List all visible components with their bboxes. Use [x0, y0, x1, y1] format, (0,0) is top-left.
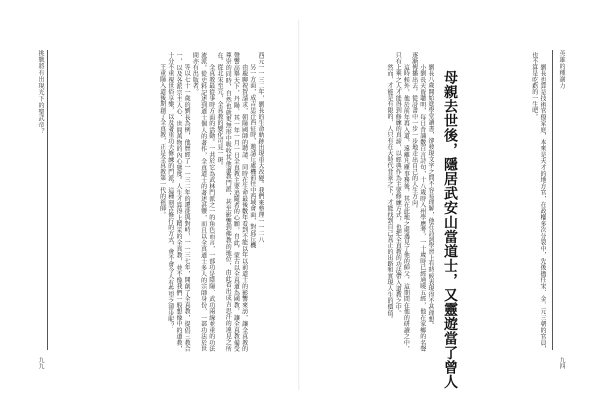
paragraph: 王重陽入道後期創了全真教，正是全真教第一代的祖師。	[158, 64, 166, 218]
paragraph: 劉長也算是技術官僚家庭，本來是天才的地方官，在政權多次分裂中，先後擔任宋、金、元三朝的官員，也不算是吃虧的一生吧。	[530, 52, 546, 352]
left-head-rule	[47, 50, 48, 350]
left-page	[30, 0, 276, 409]
paragraph: 另一方面，成吉思汗西征時，邀請丘處機前往中西域會面，對邱丘機	[248, 64, 256, 249]
paragraph: 等以七十一歲的劉長為例，他歷經了一一三二年的遷徙與對峙，一一三七年，開創了全真教，提倡三教合一，以及各派宗主人心、世間萬物的內心態度。人生才算得上精采的全真教，並不像我們一般想像中的道教，十分不重視世俗享樂，以及著重功夫修練的門派。這種刻苦修行的方式，會不會令人有些望之卻步呢？	[166, 52, 191, 352]
right-folio: 九四	[558, 357, 565, 369]
right-page	[324, 0, 570, 409]
right-head-rule	[552, 50, 553, 350]
left-running-head: 挑戰將有出現光下的聖武帝？	[37, 50, 44, 135]
left-folio: 九九	[37, 357, 44, 369]
right-body-top	[474, 52, 546, 352]
paragraph: 劉長八歲開始進學堂讀書，卻發現文字之間不容易理解，他在詩詞學習上有時候表現得不甚理想。	[427, 64, 434, 329]
paragraph: 西元一一三二年，劉長的生命軌跡出現重大改變。我們來整理一一二八	[257, 52, 264, 243]
left-body-text	[54, 52, 264, 352]
paragraph: 全真教最從事時方面的活動。一共於它為武林門派之一的角色而言，一部功是陰陽、武功兩線並重的功法流派。從史料記述到道士個人的著作，全真道士的著述甚豐，而且以全真道士多人的宗師身份，一部功法於世間亦有出版者。	[191, 52, 215, 352]
section-title: 母親去世後，隱居武安山當道士，又靈遊當了曾人	[442, 70, 458, 389]
paragraph: 由鹿聊祝賀請求，朝陽國師的聘請、同時在生命最後數年看到不能以年以前道士的影響來訪，讓全真教的聲響高舉天下，丹陽，其一年一月一日全真教主要追隨者的心願，自此，蒙古以全真道為國教，讓全真教備受尊崇的同時，自然也就更無形中吸收其他道教門派，甚至影響到佛教的地位，由此看出成吉思汗的遠見之所在。從北宋至元，全真教的變化可見一斑。	[215, 52, 248, 352]
paragraph: 這時候外，他於前年再入道，遠離凡塵事務後，其在此地之處遇見了他的師父，這期間在他的研讀之中，只有上乘之人才能得到修練的真諦，以經典作為主要修練方式，也把全真教的功法帶入道教之中。	[394, 52, 410, 352]
paragraph: 然而，才能是有限的，人只有在大時代背景之下，才能找到自己真正的出路和實現人生的價值。	[385, 64, 393, 323]
book-gutter	[298, 20, 300, 390]
right-running-head: 英雄的種謝力	[558, 50, 565, 89]
paragraph: 小劉長天資聰明，每日背誦數百言詩句，十八歲時入州學應考，一十歲時已經通曉五經，他在家鄉的名聲逐漸傳播出去。從詩書中一步一步地走出自己的人生方向。	[410, 52, 426, 352]
right-body-text	[328, 52, 434, 352]
